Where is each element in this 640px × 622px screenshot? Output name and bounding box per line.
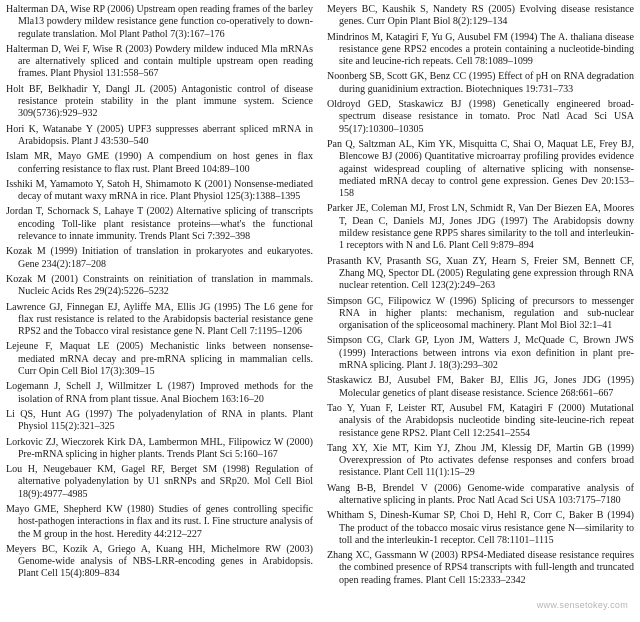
reference-entry: Oldroyd GED, Staskawicz BJ (1998) Genetically engineered broad-spectrum disease resistance in tomato. Proc Natl Acad Sci USA 95(17):10300–10305 xyxy=(327,99,634,135)
reference-entry: Wang B-B, Brendel V (2006) Genome-wide comparative analysis of alternative splicing in plants. Proc Natl Acad Sci USA 103:7175–7180 xyxy=(327,482,634,506)
reference-entry: Islam MR, Mayo GME (1990) A compendium on host genes in flax conferring resistance to flax rust. Plant Breed 104:89–100 xyxy=(6,151,313,175)
reference-entry: Hori K, Watanabe Y (2005) UPF3 suppresses aberrant spliced mRNA in Arabidopsis. Plant J 43:530–540 xyxy=(6,123,313,147)
reference-entry: Mindrinos M, Katagiri F, Yu G, Ausubel FM (1994) The A. thaliana disease resistance gene RPS2 encodes a protein containing a nucleotide-binding site and leucine-rich repeats. Cell 78:1089–1099 xyxy=(327,31,634,68)
reference-entry: Tao Y, Yuan F, Leister RT, Ausubel FM, Katagiri F (2000) Mutational analysis of the Arabidopsis nucleotide binding site-leucine-rich repeat resistance gene RPS2. Plant Cell 12:2541–2554 xyxy=(327,402,634,439)
reference-entry: Holt BF, Belkhadir Y, Dangl JL (2005) Antagonistic control of disease resistance protein stability in the plant immune system. Science 309(5736):929–932 xyxy=(6,83,313,120)
reference-entry: Logemann J, Schell J, Willmitzer L (1987) Improved methods for the isolation of RNA from plant tissue. Anal Biochem 163:16–20 xyxy=(6,381,313,405)
reference-entry: Simpson CG, Clark GP, Lyon JM, Watters J, McQuade C, Brown JWS (1999) Interactions between introns via exon definition in plant pre- mRNA splicing. Plant J. 18(3):293–302 xyxy=(327,335,634,372)
reference-entry: Kozak M (1999) Initiation of translation in prokaryotes and eukaryotes. Gene 234(2):187–208 xyxy=(6,246,313,270)
reference-entry: Noonberg SB, Scott GK, Benz CC (1995) Effect of pH on RNA degradation during guanidinium extraction. Biotechniques 19:731–733 xyxy=(327,71,634,95)
reference-entry: Meyers BC, Kozik A, Griego A, Kuang HH, Michelmore RW (2003) Genome-wide analysis of NBS-LRR-encoding genes in Arabidopsis. Plant Cell 15(4):809–834 xyxy=(6,543,313,580)
reference-entry: Meyers BC, Kaushik S, Nandety RS (2005) Evolving disease resistance genes. Curr Opin Plant Biol 8(2):129–134 xyxy=(327,4,634,28)
reference-entry: Prasanth KV, Prasanth SG, Xuan ZY, Hearn S, Freier SM, Bennett CF, Zhang MQ, Spector DL (2005) Regulating gene expression through RNA nuclear retention. Cell 123(2):249–263 xyxy=(327,255,634,292)
reference-entry: Parker JE, Coleman MJ, Frost LN, Schmidt R, Van Der Biezen EA, Moores T, Dean C, Daniels MJ, Jones JDG (1997) The Arabidopsis downy mildew resistance gene RPP5 shares similarity to the toll and interleukin-1 receptors with N and L6. Plant Cell 9:879–894 xyxy=(327,203,634,252)
reference-entry: Halterman D, Wei F, Wise R (2003) Powdery mildew induced Mla mRNAs are alternatively spliced and contain multiple upstream open reading frames. Plant Physiol 131:558–567 xyxy=(6,43,313,80)
reference-entry: Tang XY, Xie MT, Kim YJ, Zhou JM, Klessig DF, Martin GB (1999) Overexpression of Pto activates defense responses and confers broad resistance. Plant Cell 11(1):15–29 xyxy=(327,442,634,479)
reference-entry: Mayo GME, Shepherd KW (1980) Studies of genes controlling specific host-pathogen interactions in flax and its rust. I. Fine structure analysis of the M group in the host. Heredity 44:212–227 xyxy=(6,503,313,540)
reference-entry: Isshiki M, Yamamoto Y, Satoh H, Shimamoto K (2001) Nonsense-mediated decay of mutant waxy mRNA in rice. Plant Physiol 125(3):1388–1395 xyxy=(6,178,313,203)
reference-entry: Halterman DA, Wise RP (2006) Upstream open reading frames of the barley Mla13 powdery mildew resistance gene function co-operatively to down-regulate translation. Mol Plant Pathol 7(3):167–176 xyxy=(6,4,313,40)
reference-entry: Lorkovic ZJ, Wieczorek Kirk DA, Lambermon MHL, Filipowicz W (2000) Pre-mRNA splicing in higher plants. Trends Plant Sci 5:160–167 xyxy=(6,436,313,460)
reference-entry: Simpson GC, Filipowicz W (1996) Splicing of precursors to messenger RNA in higher plants: mechanism, regulation and sub-nuclear organisation of the spliceosomal machinery. Plant Mol Biol 32:1–41 xyxy=(327,295,634,332)
reference-entry: Li QS, Hunt AG (1997) The polyadenylation of RNA in plants. Plant Physiol 115(2):321–325 xyxy=(6,408,313,433)
reference-entry: Lejeune F, Maquat LE (2005) Mechanistic links between nonsense-mediated mRNA decay and pre-mRNA splicing in mammalian cells. Curr Opin Cell Biol 17(3):309–15 xyxy=(6,341,313,378)
reference-entry: Staskawicz BJ, Ausubel FM, Baker BJ, Ellis JG, Jones JDG (1995) Molecular genetics of plant disease resistance. Science 268:661–667 xyxy=(327,375,634,399)
reference-entry: Jordan T, Schornack S, Lahaye T (2002) Alternative splicing of transcripts encoding Toll-like plant resistance proteins—what's the functional relevance to innate immunity. Trends Plant Sci 7:392–398 xyxy=(6,206,313,243)
reference-column-right xyxy=(327,4,634,622)
reference-entry: Pan Q, Saltzman AL, Kim YK, Misquitta C, Shai O, Maquat LE, Frey BJ, Blencowe BJ (2006) Quantitative microarray profiling provides evidence against widespread coupling of alternative splicing with nonsense-mediated mRNA decay to control gene expression. Genes Dev 20:153–158 xyxy=(327,138,634,200)
reference-entry: Zhang XC, Gassmann W (2003) RPS4-Mediated disease resistance requires the combined presence of RPS4 transcripts with full-length and truncated open reading frames. Plant Cell 15:2333–2342 xyxy=(327,550,634,586)
reference-entry: Lou H, Neugebauer KM, Gagel RF, Berget SM (1998) Regulation of alternative polyadenylation by U1 snRNPs and SRp20. Mol Cell Biol 18(9):4977–4985 xyxy=(6,464,313,500)
reference-entry: Whitham S, Dinesh-Kumar SP, Choi D, Hehl R, Corr C, Baker B (1994) The product of the tobacco mosaic virus resistance gene N—similarity to toll and the interleukin-1 receptor. Cell 78:1101–1115 xyxy=(327,510,634,546)
reference-column-left xyxy=(6,4,313,622)
reference-entry: Kozak M (2001) Constraints on reinitiation of translation in mammals. Nucleic Acids Res 29(24):5226–5232 xyxy=(6,273,313,298)
watermark-text: www.sensetokey.com xyxy=(536,600,628,610)
reference-entry: Lawrence GJ, Finnegan EJ, Ayliffe MA, Ellis JG (1995) The L6 gene for flax rust resistance is related to the Arabidopsis bacterial resistance gene RPS2 and the Tobacco viral resistance gene N. Plant Cell 7:1195–1206 xyxy=(6,301,313,338)
